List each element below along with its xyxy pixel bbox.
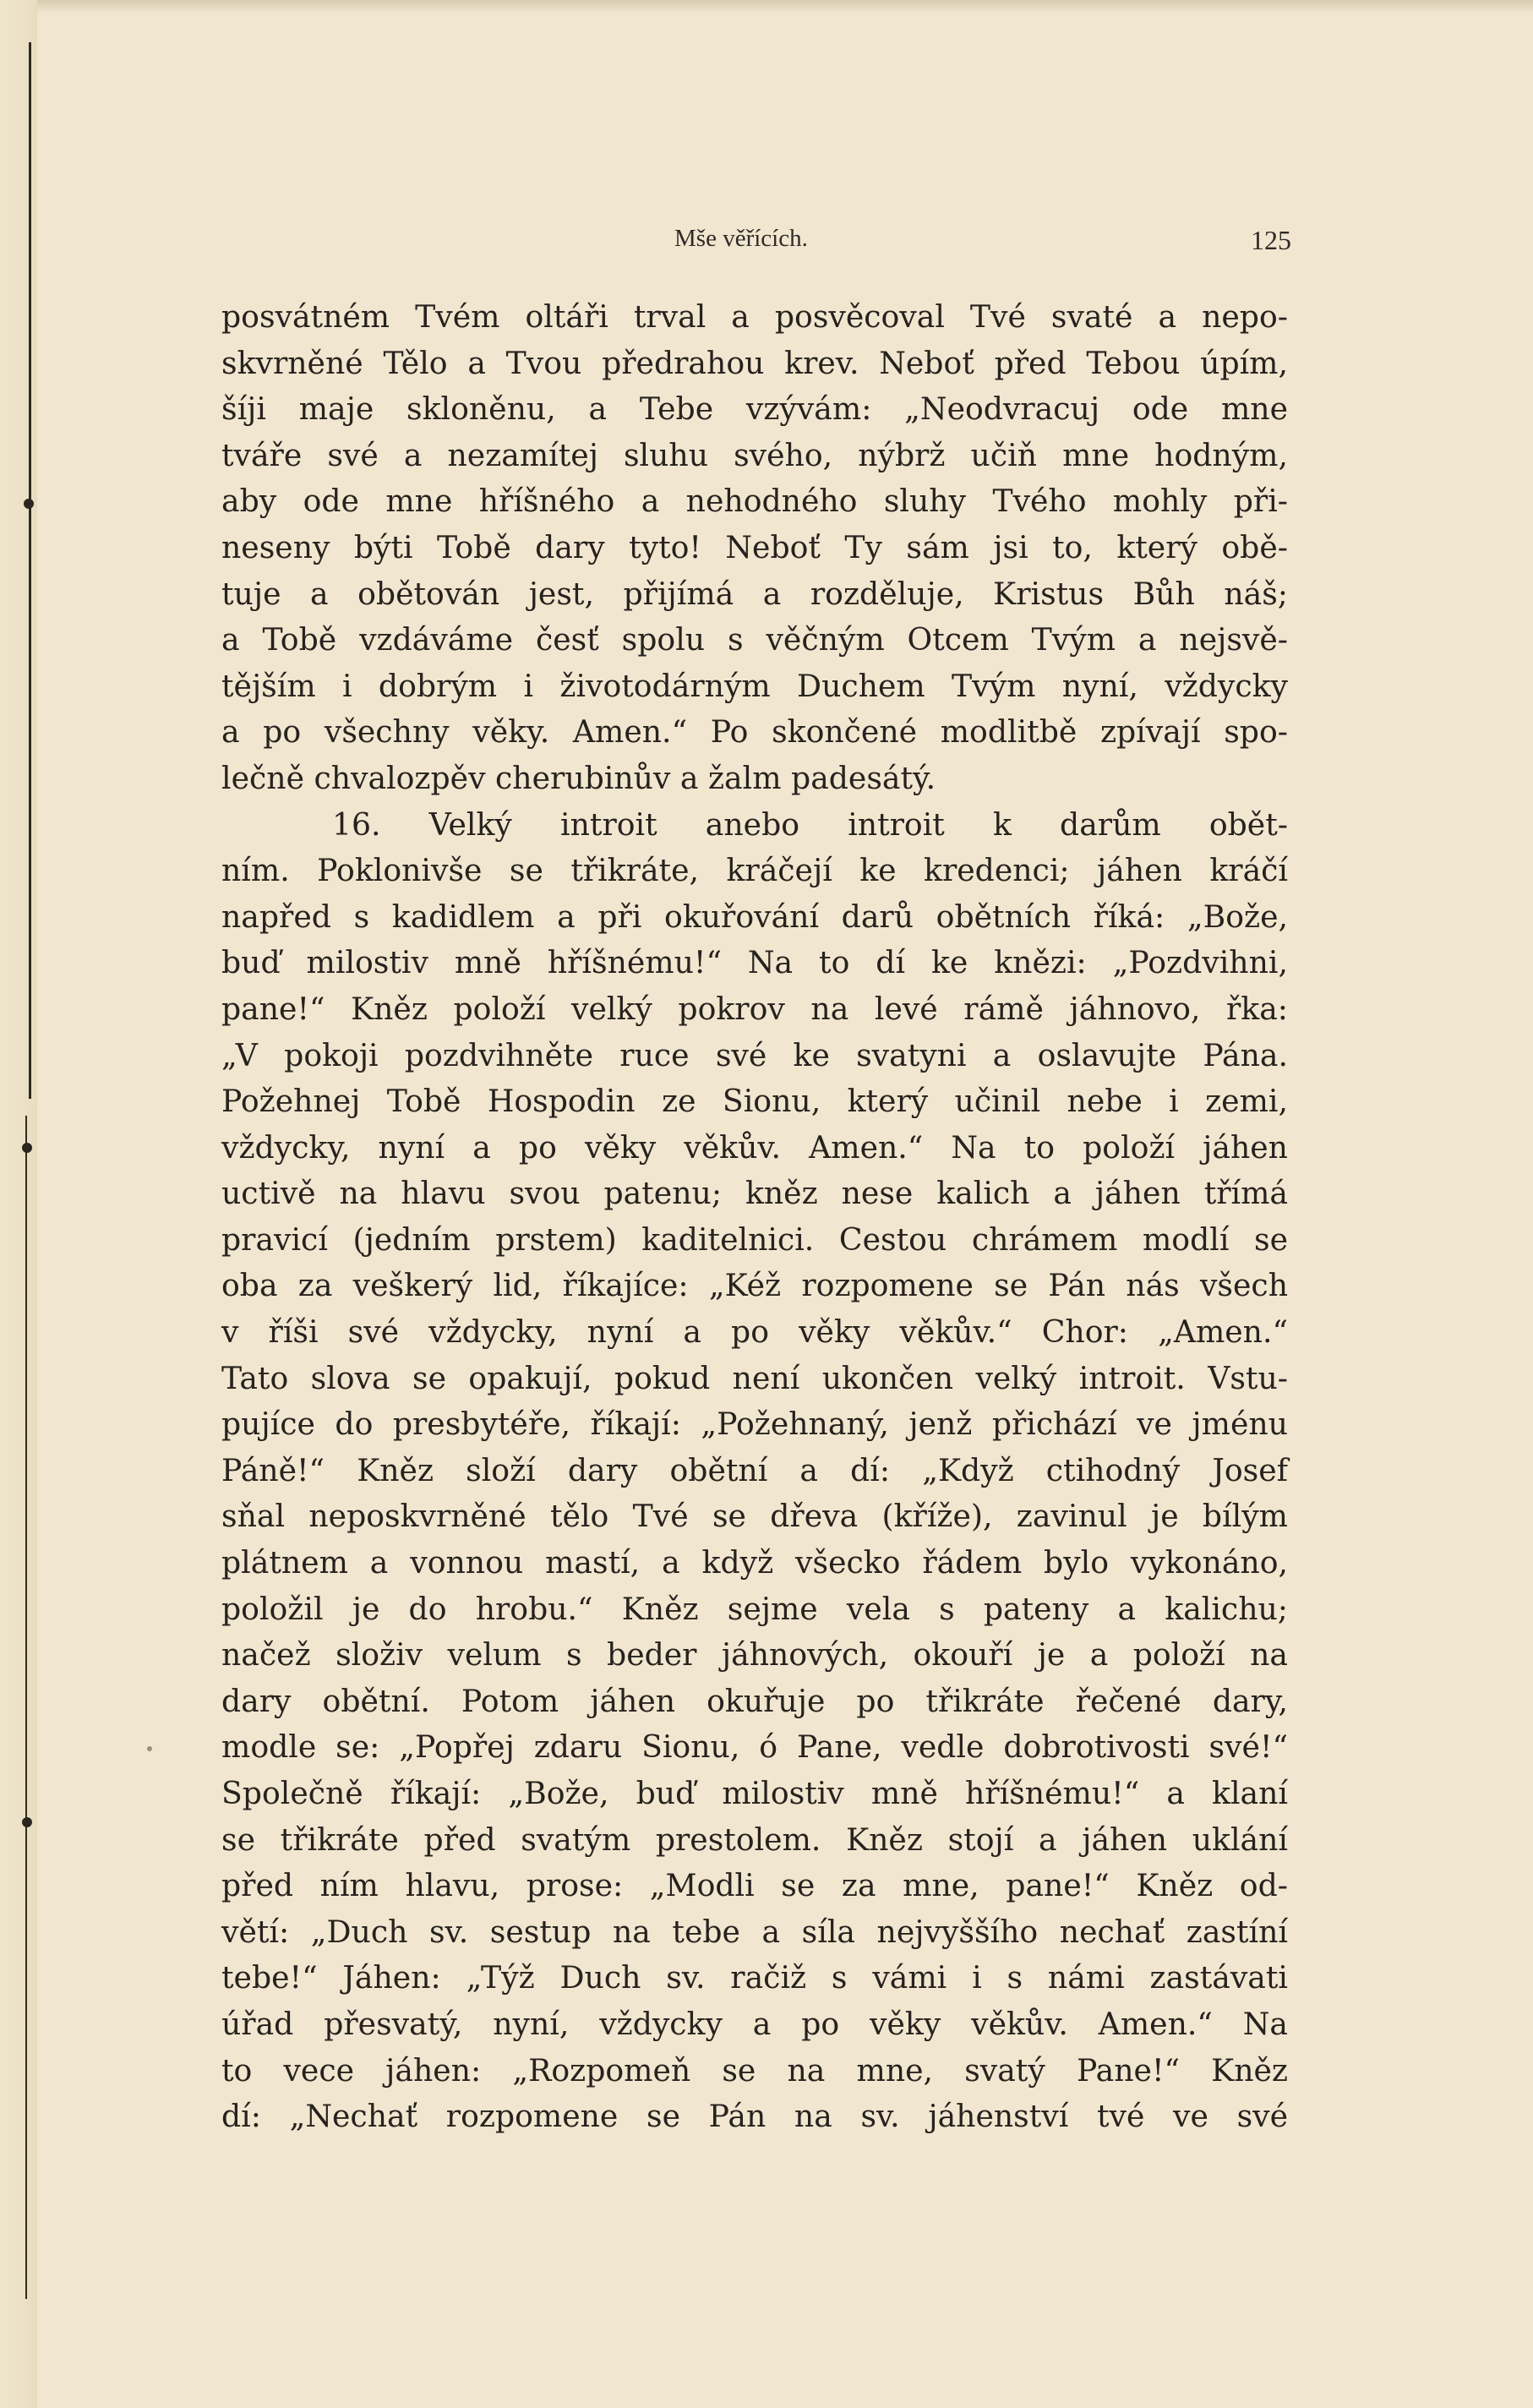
text-line: sňal neposkvrněné tělo Tvé se dřeva (kříže), zavinul je bílým	[221, 1498, 1288, 1535]
page-top-edge	[0, 0, 1533, 14]
text-line: pravicí (jedním prstem) kaditelnici. Cestou chrámem modlí se	[221, 1220, 1288, 1258]
text-line: uctivě na hlavu svou patenu; kněz nese kalich a jáhen třímá	[221, 1175, 1288, 1212]
text-line: úřad přesvatý, nyní, vždycky a po věky věkův. Amen.“ Na	[221, 2005, 1288, 2042]
text-line: aby ode mne hříšného a nehodného sluhy Tvého mohly při-	[221, 483, 1288, 520]
text-line: oba za veškerý lid, říkajíce: „Kéž rozpomene se Pán nás všech	[221, 1267, 1288, 1304]
text-line: načež složiv velum s beder jáhnových, okouří je a položí na	[221, 1636, 1288, 1674]
text-line: tebe!“ Jáhen: „Týž Duch sv. račiž s vámi i s námi zastávati	[221, 1959, 1288, 1996]
binding-mark	[22, 1817, 32, 1827]
body-text	[221, 294, 1288, 2140]
text-line: šíji maje skloněnu, a Tebe vzývám: „Neodvracuj ode mne	[221, 390, 1288, 428]
text-line: Společně říkají: „Bože, buď milostiv mně hříšnému!“ a klaní	[221, 1775, 1288, 1811]
text-line: v říši své vždycky, nyní a po věky věkův.“ Chor: „Amen.“	[221, 1313, 1288, 1351]
binding-mark	[22, 1143, 32, 1153]
text-line: lečně chvalozpěv cherubinův a žalm padesátý.	[221, 759, 936, 796]
text-line: tějším i dobrým i životodárným Duchem Tvým nyní, vždycky	[221, 667, 1288, 704]
text-line: posvátném Tvém oltáři trval a posvěcoval Tvé svaté a nepo-	[221, 298, 1288, 335]
binding-line-lower	[25, 1116, 27, 2299]
text-line: vždycky, nyní a po věky věkův. Amen.“ Na to položí jáhen	[221, 1128, 1288, 1166]
text-line: to vece jáhen: „Rozpomeň se na mne, svatý Pane!“ Kněz	[221, 2051, 1288, 2089]
page-header	[226, 225, 1291, 267]
text-line: „V pokoji pozdvihněte ruce své ke svatyni a oslavujte Pána.	[221, 1036, 1288, 1073]
text-line: Tato slova se opakují, pokud není ukončen velký introit. Vstu-	[221, 1359, 1288, 1396]
text-line: modle se: „Popřej zdaru Sionu, ó Pane, vedle dobrotivosti své!“	[221, 1728, 1288, 1766]
margin-speck	[147, 1746, 152, 1751]
text-line: se třikráte před svatým prestolem. Kněz stojí a jáhen uklání	[221, 1821, 1288, 1858]
text-line: a Tobě vzdáváme česť spolu s věčným Otcem Tvým a nejsvě-	[221, 621, 1288, 658]
text-line: buď milostiv mně hříšnému!“ Na to dí ke knězi: „Pozdvihni,	[221, 944, 1288, 981]
running-title: Mše věřících.	[674, 225, 808, 252]
page-gutter	[0, 0, 37, 2408]
text-line: Páně!“ Kněz složí dary obětní a dí: „Když ctihodný Josef	[221, 1451, 1288, 1488]
text-line: neseny býti Tobě dary tyto! Neboť Ty sám jsi to, který obě-	[221, 528, 1288, 565]
page-number: 125	[1251, 225, 1291, 255]
text-line: před ním hlavu, prose: „Modli se za mne, pane!“ Kněz od-	[221, 1867, 1288, 1904]
text-line: položil je do hrobu.“ Kněz sejme vela s pateny a kalichu;	[221, 1590, 1288, 1627]
text-line: dary obětní. Potom jáhen okuřuje po třikráte řečené dary,	[221, 1682, 1288, 1719]
text-line: plátnem a vonnou mastí, a když všecko řádem bylo vykonáno,	[221, 1544, 1288, 1581]
text-line: dí: „Nechať rozpomene se Pán na sv. jáhenství tvé ve své	[221, 2098, 1288, 2135]
text-line: a po všechny věky. Amen.“ Po skončené modlitbě zpívají spo-	[221, 713, 1288, 751]
text-line: větí: „Duch sv. sestup na tebe a síla nejvyššího nechať zastíní	[221, 1913, 1288, 1950]
text-line: pane!“ Kněz položí velký pokrov na levé rámě jáhnovo, řka:	[221, 990, 1288, 1027]
binding-line-upper	[29, 42, 31, 1099]
text-line: skvrněné Tělo a Tvou předrahou krev. Neboť před Tebou úpím,	[221, 344, 1288, 381]
binding-mark	[24, 499, 34, 509]
text-line: Požehnej Tobě Hospodin ze Sionu, který učinil nebe i zemi,	[221, 1083, 1288, 1120]
text-line: ním. Poklonivše se třikráte, kráčejí ke kredenci; jáhen kráčí	[221, 852, 1288, 889]
text-line: napřed s kadidlem a při okuřování darů obětních říká: „Bože,	[221, 898, 1288, 935]
text-line: pujíce do presbytéře, říkají: „Požehnaný, jenž přichází ve jménu	[221, 1406, 1288, 1443]
section-heading-line: 16. Velký introit anebo introit k darům obět-	[332, 805, 1288, 843]
text-line: tuje a obětován jest, přijímá a rozděluje, Kristus Bůh náš;	[221, 575, 1288, 612]
text-line: tváře své a nezamítej sluhu svého, nýbrž učiň mne hodným,	[221, 436, 1288, 473]
